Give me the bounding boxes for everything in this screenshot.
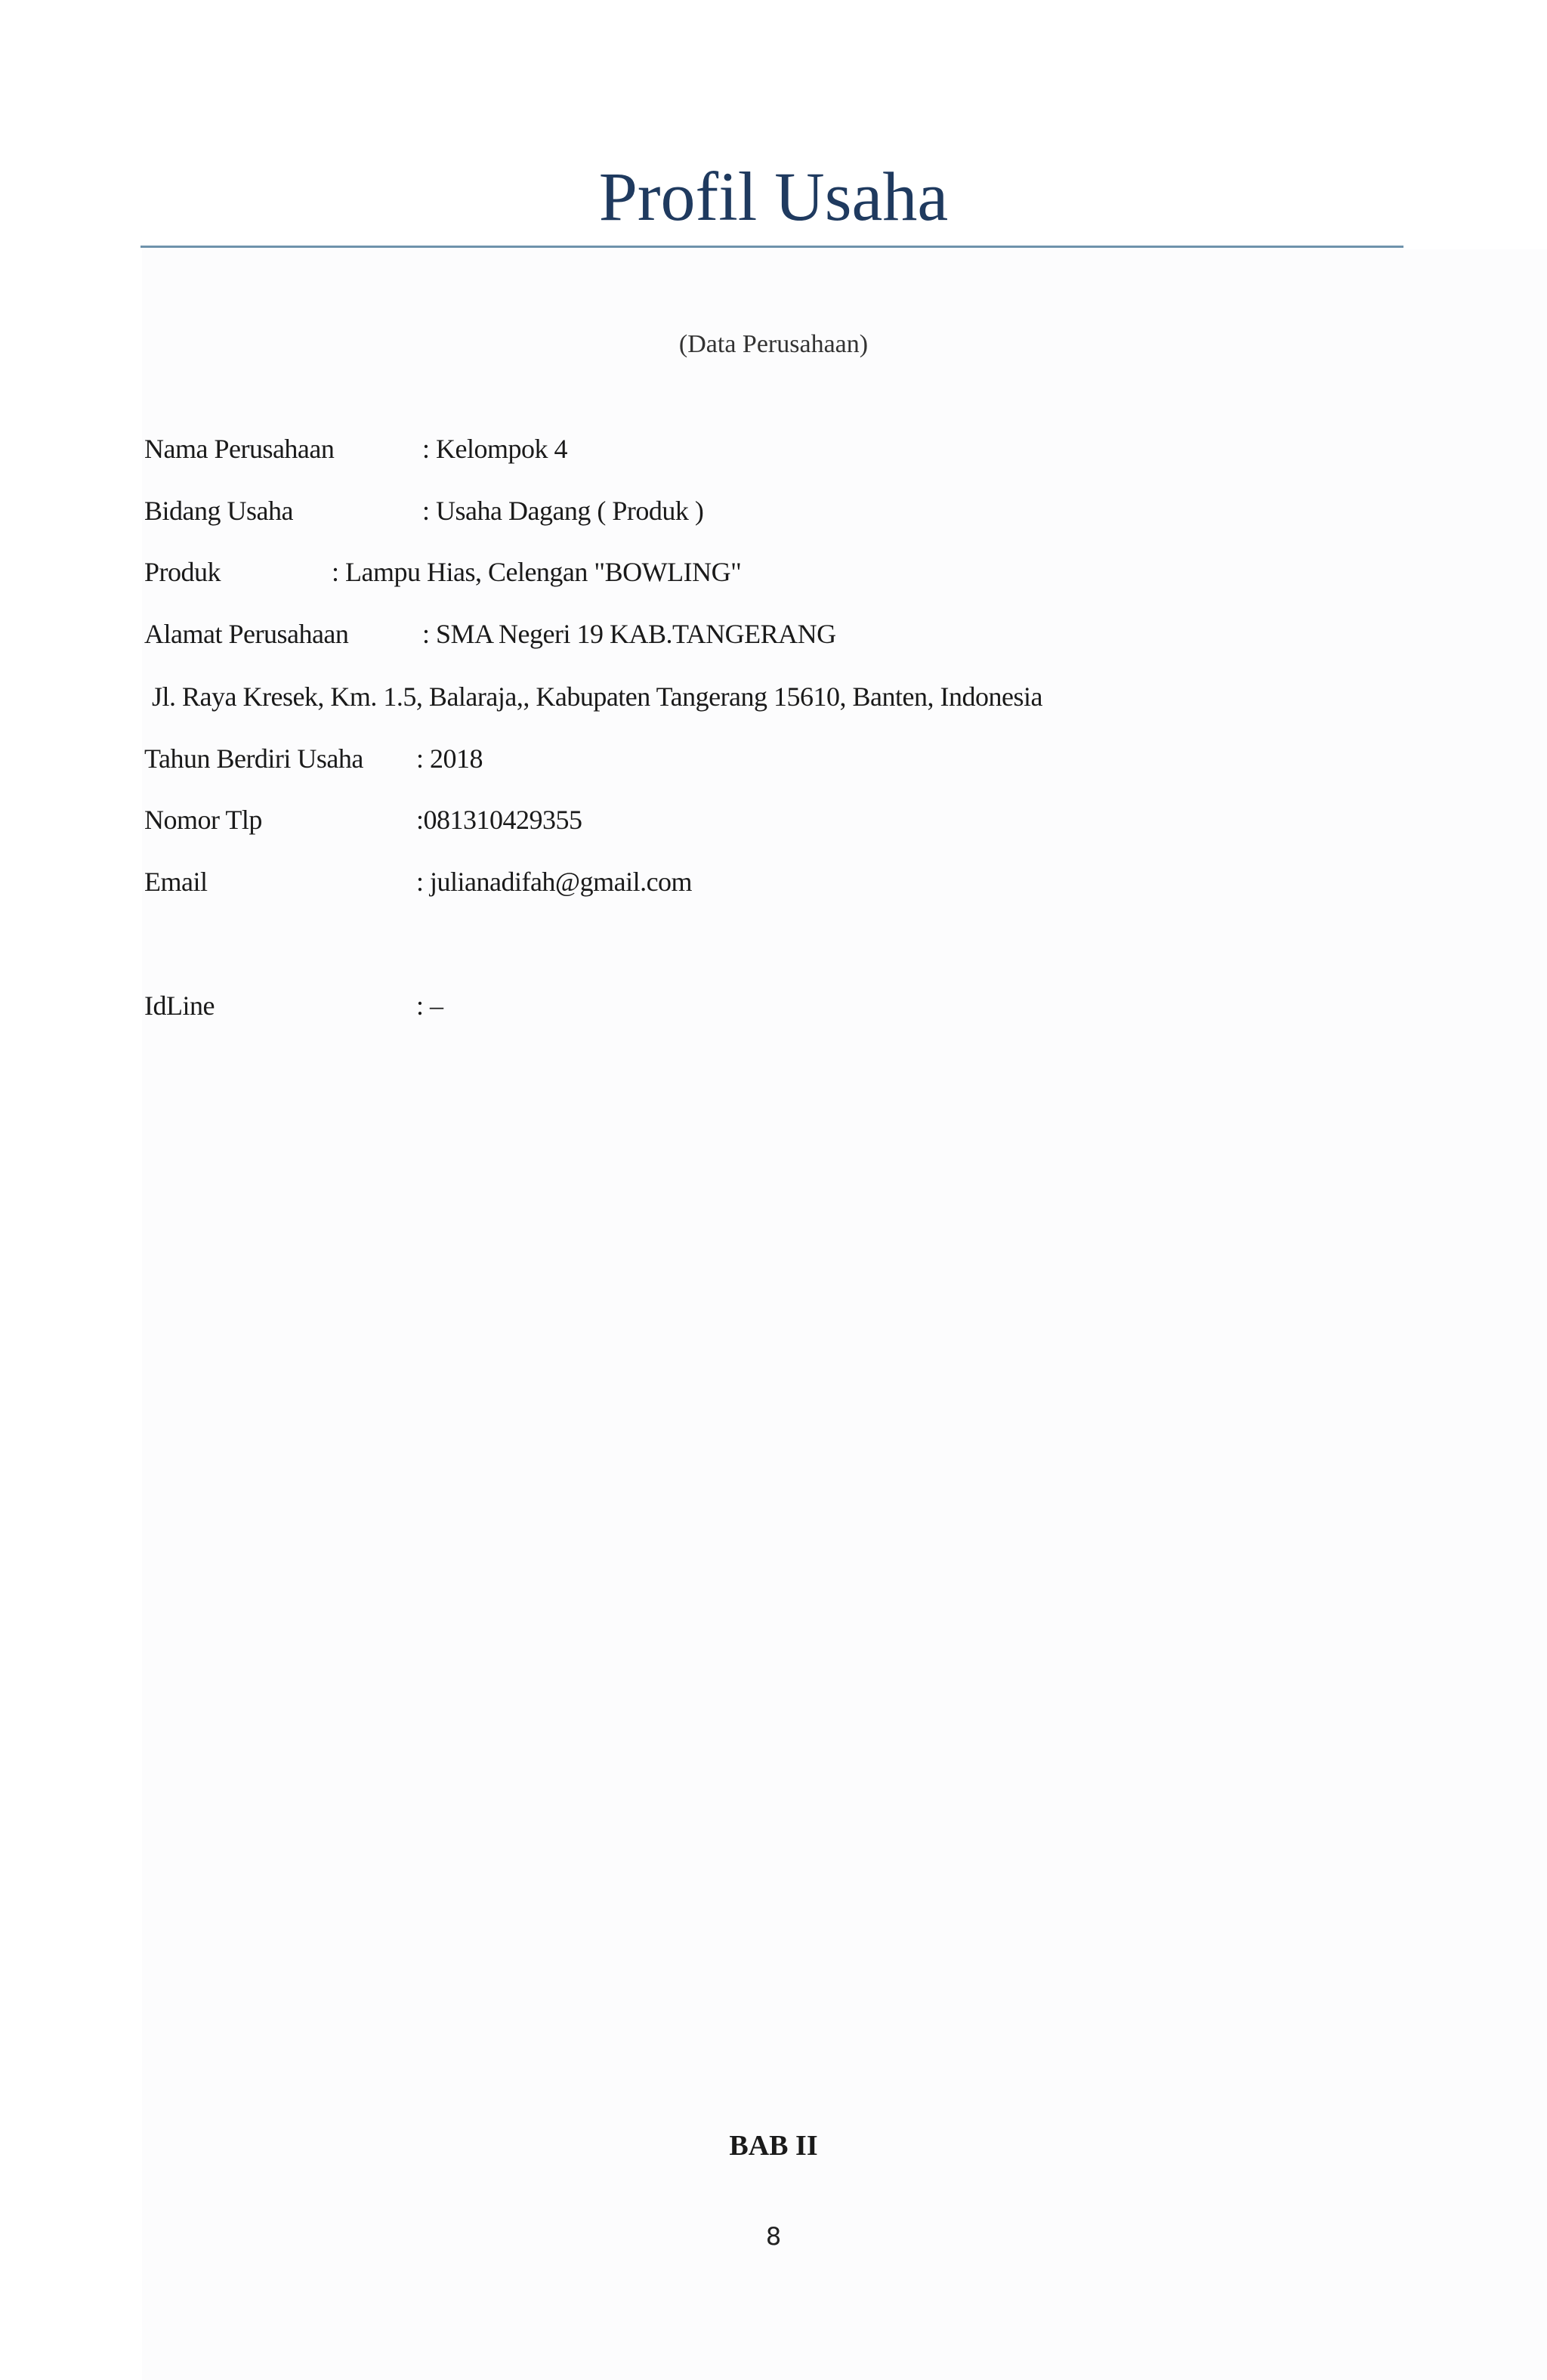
field-value: : – bbox=[416, 991, 443, 1021]
page-title: Profil Usaha bbox=[598, 158, 949, 235]
field-value: : julianadifah@gmail.com bbox=[416, 867, 693, 897]
title-underline-divider bbox=[140, 246, 1403, 248]
field-label: IdLine bbox=[144, 991, 215, 1021]
field-value: : Kelompok 4 bbox=[422, 434, 567, 464]
field-label: Nomor Tlp bbox=[144, 805, 262, 835]
field-label: Bidang Usaha bbox=[144, 496, 293, 526]
address-text: Jl. Raya Kresek, Km. 1.5, Balaraja,, Kabupaten Tangerang 15610, Banten, Indonesia bbox=[152, 682, 1042, 712]
field-value: : SMA Negeri 19 KAB.TANGERANG bbox=[422, 619, 836, 649]
field-label: Email bbox=[144, 867, 208, 897]
chapter-heading: BAB II bbox=[729, 2130, 818, 2162]
page-number: 8 bbox=[765, 2222, 782, 2251]
field-value: : Lampu Hias, Celengan "BOWLING" bbox=[332, 557, 742, 587]
field-label: Alamat Perusahaan bbox=[144, 619, 349, 649]
field-value: : 2018 bbox=[416, 743, 483, 774]
section-subtitle: (Data Perusahaan) bbox=[678, 330, 869, 358]
field-label: Tahun Berdiri Usaha bbox=[144, 743, 363, 774]
field-label: Produk bbox=[144, 557, 221, 587]
field-label: Nama Perusahaan bbox=[144, 434, 335, 464]
field-value: : Usaha Dagang ( Produk ) bbox=[422, 496, 704, 526]
field-value: :081310429355 bbox=[416, 805, 582, 835]
